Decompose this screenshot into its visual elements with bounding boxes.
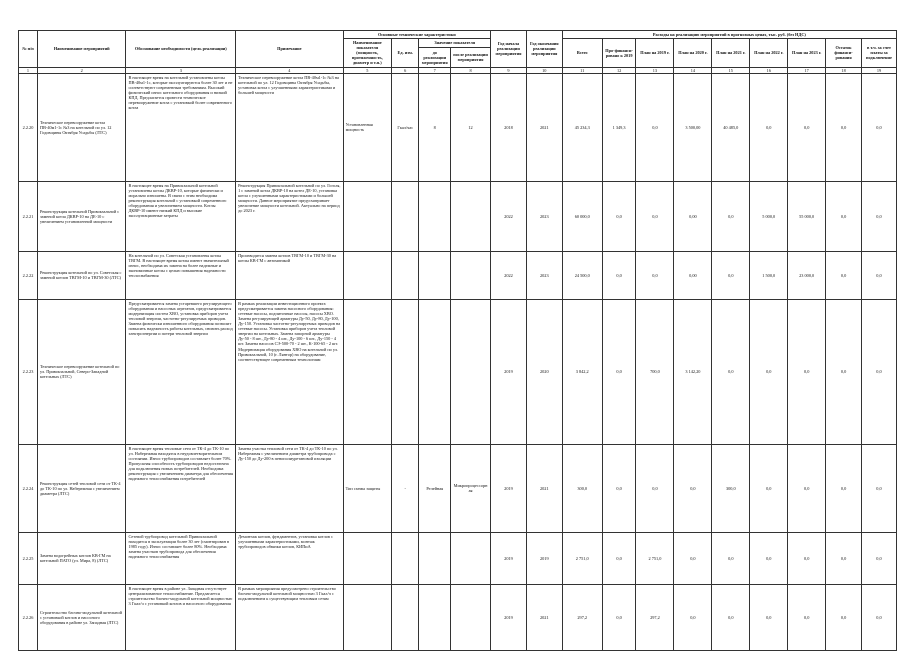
row-number-cell: 2.2.24: [19, 444, 38, 532]
unit-cell: [392, 584, 419, 650]
plan-2021-cell: 0,0: [712, 584, 750, 650]
table-row: [19, 444, 897, 532]
header-2019: План на 2019 г.: [636, 39, 674, 67]
plan-2021-cell: 0,0: [712, 532, 750, 584]
indicator-name-cell: [343, 584, 391, 650]
cost-connection-cell: 0,0: [861, 251, 896, 299]
plan-2023-cell: 0,0: [788, 532, 826, 584]
plan-2022-cell: 1 500,0: [750, 251, 788, 299]
plan-2023-cell: 55 000,0: [788, 181, 826, 251]
plan-2021-cell: 0,0: [712, 251, 750, 299]
table-row: [19, 584, 897, 650]
table-row: [19, 73, 897, 181]
cost-total-cell: 297,2: [562, 584, 602, 650]
cost-total-cell: 3 842,2: [562, 299, 602, 444]
plan-2022-cell: 0,0: [750, 299, 788, 444]
plan-2022-cell: 0,0: [750, 532, 788, 584]
indicator-name-cell: [343, 181, 391, 251]
column-number-cell: 9: [491, 67, 527, 73]
cost-connection-cell: 0,0: [861, 181, 896, 251]
cost-financed-cell: 0,0: [602, 181, 636, 251]
investment-table: [18, 30, 897, 651]
plan-2020-cell: 0,00: [674, 251, 712, 299]
justification-cell: В настоящее время на котельной установлены котлы ПВ-40м1-1с, которые эксплуатируются более 30 лет и не соответствуют современным требованиям. Высокий физический износ котельного оборудования и низкий КПД. Предлагается провести техническое перевооружение котла с установкой более современного котла: [126, 73, 236, 181]
cost-total-cell: 24 500,0: [562, 251, 602, 299]
cost-connection-cell: 0,0: [861, 532, 896, 584]
plan-2020-cell: 0,0: [674, 532, 712, 584]
row-number-cell: 2.2.20: [19, 73, 38, 181]
header-financed: Про-финанси-ровано к 2019: [602, 39, 636, 67]
table-row: [19, 532, 897, 584]
measure-name-cell: Замена водогрейных котлов КВ-ГМ на котельной ПАТО (ул. Мира, 8) (ЛТС): [37, 532, 126, 584]
start-year-cell: 2019: [491, 532, 527, 584]
header-indicator: Наименование показателя (мощность, протяженность, диаметр и т.п.): [343, 39, 391, 67]
unit-cell: Гкал/час: [392, 73, 419, 181]
unit-cell: [392, 181, 419, 251]
column-number-cell: 10: [526, 67, 562, 73]
unit-cell: [392, 532, 419, 584]
cost-rest-cell: 0,0: [826, 584, 862, 650]
indicator-name-cell: [343, 532, 391, 584]
note-cell: Замена участка тепловой сети от ТК-4 до ТК-10 по ул. Набережная с увеличением диаметра трубопровода с Ду-150 до Ду-200 в пенополиуретановой изоляции: [236, 444, 343, 532]
value-after-cell: Микропроцессорная: [451, 444, 491, 532]
header-num: № п/п: [19, 31, 38, 68]
measure-name-cell: Реконструкция сетей тепловой сети от ТК-4 до ТК-10 по ул. Набережная с увеличением диаметра (ЛТС): [37, 444, 126, 532]
plan-2020-cell: 0,0: [674, 584, 712, 650]
cost-connection-cell: 0,0: [861, 299, 896, 444]
start-year-cell: 2019: [491, 299, 527, 444]
end-year-cell: 2023: [526, 181, 562, 251]
cost-rest-cell: 0,0: [826, 532, 862, 584]
measure-name-cell: Строительство блочно-модульной котельной с установкой котлов и насосного оборудования в районе ул. Западная (ЛТС): [37, 584, 126, 650]
note-cell: Реконструкция Привокзальной котельной по ул. Гоголя, 1 с заменой котла ДКВР-10 на котел ДЕ-10, установка котла с улучшенными характеристиками и большей мощности. Данное мероприятие предусматривает увеличение мощности котельной. Актуально на период до 2023 г.: [236, 181, 343, 251]
header-unit: Ед. изм.: [392, 39, 419, 67]
row-number-cell: 2.2.23: [19, 299, 38, 444]
indicator-name-cell: Установленная мощность: [343, 73, 391, 181]
column-number-cell: 6: [392, 67, 419, 73]
cost-financed-cell: 0,0: [602, 251, 636, 299]
note-cell: Демонтаж котлов, фундаментов, установка котлов с улучшенными характеристиками, монтаж трубопроводов обвязки котлов, КИПиА: [236, 532, 343, 584]
plan-2023-cell: 23 000,0: [788, 251, 826, 299]
cost-total-cell: 60 000,0: [562, 181, 602, 251]
end-year-cell: 2019: [526, 532, 562, 584]
unit-cell: [392, 251, 419, 299]
cost-financed-cell: 0,0: [602, 299, 636, 444]
start-year-cell: 2022: [491, 251, 527, 299]
column-number-cell: 15: [712, 67, 750, 73]
cost-financed-cell: 0,0: [602, 532, 636, 584]
cost-financed-cell: 0,0: [602, 584, 636, 650]
header-note: Примечание: [236, 31, 343, 68]
cost-rest-cell: 0,0: [826, 444, 862, 532]
plan-2021-cell: 0,0: [712, 181, 750, 251]
plan-2020-cell: 0,0: [674, 444, 712, 532]
header-group-tech: Основные технические характеристики: [343, 31, 491, 39]
column-number-cell: 1: [19, 67, 38, 73]
value-before-cell: [419, 532, 451, 584]
column-number-cell: 8: [451, 67, 491, 73]
row-number-cell: 2.2.21: [19, 181, 38, 251]
cost-total-cell: 45 234,3: [562, 73, 602, 181]
value-before-cell: Релейная: [419, 444, 451, 532]
column-number-cell: 4: [236, 67, 343, 73]
plan-2020-cell: 3 142,20: [674, 299, 712, 444]
column-number-cell: 5: [343, 67, 391, 73]
column-number-cell: 3: [126, 67, 236, 73]
indicator-name-cell: [343, 251, 391, 299]
value-before-cell: [419, 181, 451, 251]
header-2023: План на 2023 г.: [788, 39, 826, 67]
cost-financed-cell: 1 349,3: [602, 73, 636, 181]
justification-cell: Предусматривается замена устаревшего регулирующего оборудования и насосных агрегатов, предусматривается модернизация систем ХВО, установка приборов учета тепловой энергии, частотно-регулируемых приводов. Замена физически изношенного оборудования позволит повысить надежность работы котельных, снизить расход электроэнергии и потери тепловой энергии: [126, 299, 236, 444]
note-cell: Техническое перевооружение котла ПВ-40м1-1с №3 на котельной по ул. 12 Годовщины Октября Усадьбы, установка котла с улучшенными характеристиками и большей мощности: [236, 73, 343, 181]
justification-cell: В настоящее время в районе ул. Западная отсутствует централизованное теплоснабжение. Предлагается строительство блочно-модульной котельной мощностью 3 Гкал/ч с установкой котлов и насосного оборудования: [126, 584, 236, 650]
cost-financed-cell: 0,0: [602, 444, 636, 532]
note-cell: В рамках реализации инвестиционного проекта предусматривается замена насосного оборудования: сетевые насосы, подпиточные насосы, насосы ХВО. Замена регулирующей арматуры Ду-50, Ду-80, Ду-100, Ду-150. Установка частотно-регулируемых приводов на сетевые насосы. Установка приборов учета тепловой энергии на котельных. Замена запорной арматуры Ду-50 - 8 шт., Ду-80 - 4 шт., Ду-100 - 6 шт., Ду-150 - 4 шт. Замена насосов СЭ-500-70 - 2 шт., К-100-65 - 2 шт. Модернизация оборудования ХВО на котельной по ул. Привокзальной, 10 (г. Лянтор) на оборудование, соответствующее современным технологиям: [236, 299, 343, 444]
value-before-cell: 8: [419, 73, 451, 181]
plan-2019-cell: 0,0: [636, 73, 674, 181]
cost-connection-cell: 0,0: [861, 73, 896, 181]
plan-2022-cell: 0,0: [750, 444, 788, 532]
unit-cell: -: [392, 444, 419, 532]
value-after-cell: [451, 251, 491, 299]
header-name: Наименование мероприятий: [37, 31, 126, 68]
column-number-cell: 13: [636, 67, 674, 73]
value-after-cell: [451, 532, 491, 584]
cost-rest-cell: 0,0: [826, 73, 862, 181]
header-end: Год окончания реализации мероприятия: [526, 31, 562, 68]
note-cell: В рамках мероприятия предусмотрено строительство блочно-модульной котельной мощностью 3 Гкал/ч с подключением к существующим тепловым сетям: [236, 584, 343, 650]
end-year-cell: 2023: [526, 251, 562, 299]
value-after-cell: [451, 181, 491, 251]
plan-2019-cell: 700,0: [636, 299, 674, 444]
header-group-values: Значение показателя: [419, 39, 491, 48]
header-2021: План на 2021 г.: [712, 39, 750, 67]
plan-2023-cell: 0,0: [788, 73, 826, 181]
column-number-cell: 18: [826, 67, 862, 73]
end-year-cell: 2020: [526, 299, 562, 444]
header-incl: в т.ч. за счет платы за подключение: [861, 39, 896, 67]
plan-2023-cell: 0,0: [788, 299, 826, 444]
start-year-cell: 2022: [491, 181, 527, 251]
column-number-cell: 2: [37, 67, 126, 73]
plan-2020-cell: 3 500,00: [674, 73, 712, 181]
header-start: Год начала реализации мероприятия: [491, 31, 527, 68]
measure-name-cell: Техническое перевооружение котельной по ул. Привокзальной, Северо-Западной котельных (ЛТС): [37, 299, 126, 444]
value-before-cell: [419, 584, 451, 650]
plan-2021-cell: 0,0: [712, 299, 750, 444]
row-number-cell: 2.2.22: [19, 251, 38, 299]
table-body: [19, 73, 897, 650]
start-year-cell: 2019: [491, 584, 527, 650]
header-2020: План на 2020 г.: [674, 39, 712, 67]
justification-cell: В настоящее время тепловые сети от ТК-4 до ТК-10 по ул. Набережная находятся в неудовлетворительном состоянии. Износ трубопроводов составляет более 70%. Пропускная способность трубопроводов недостаточна для подключения новых потребителей. Необходима реконструкция с увеличением диаметра для обеспечения надежного теплоснабжения потребителей: [126, 444, 236, 532]
plan-2022-cell: 0,0: [750, 73, 788, 181]
column-number-cell: 16: [750, 67, 788, 73]
plan-2022-cell: 0,0: [750, 584, 788, 650]
header-after: после реализации мероприятия: [451, 47, 491, 67]
header-group-costs: Расходы на реализацию мероприятий в прогнозных ценах, тыс. руб. (без НДС): [562, 31, 896, 39]
value-after-cell: [451, 584, 491, 650]
plan-2019-cell: 0,0: [636, 251, 674, 299]
plan-2021-cell: 300,0: [712, 444, 750, 532]
start-year-cell: 2019: [491, 444, 527, 532]
cost-rest-cell: 0,0: [826, 181, 862, 251]
value-after-cell: 12: [451, 73, 491, 181]
end-year-cell: 2021: [526, 73, 562, 181]
column-number-cell: 17: [788, 67, 826, 73]
plan-2019-cell: 0,0: [636, 181, 674, 251]
plan-2023-cell: 0,0: [788, 444, 826, 532]
row-number-cell: 2.2.26: [19, 584, 38, 650]
plan-2023-cell: 0,0: [788, 584, 826, 650]
measure-name-cell: Техническое перевооружение котла ПВ-40м1-1с №3 на котельной по ул. 12 Годовщины Октября Усадьбы (ЛТС): [37, 73, 126, 181]
table-row: [19, 181, 897, 251]
value-before-cell: [419, 299, 451, 444]
cost-total-cell: 300,0: [562, 444, 602, 532]
plan-2021-cell: 40 485,0: [712, 73, 750, 181]
column-number-cell: 12: [602, 67, 636, 73]
cost-rest-cell: 0,0: [826, 299, 862, 444]
indicator-name-cell: Тип схемы защиты: [343, 444, 391, 532]
table-row: [19, 251, 897, 299]
plan-2019-cell: 297,2: [636, 584, 674, 650]
cost-connection-cell: 0,0: [861, 444, 896, 532]
justification-cell: На котельной по ул. Советская установлены котлы ТВГМ. В настоящее время котлы имеют значительный износ, необходима их замена на более надежные и экономичные котлы с целью повышения надежности теплоснабжения: [126, 251, 236, 299]
plan-2020-cell: 0,00: [674, 181, 712, 251]
value-after-cell: [451, 299, 491, 444]
note-cell: Производится замена котлов ТВГМ-10 и ТВГМ-30 на котлы КВ-ГМ с автоматикой: [236, 251, 343, 299]
plan-2019-cell: 2 751,0: [636, 532, 674, 584]
measure-name-cell: Реконструкция котельной по ул. Советская с заменой котлов ТВГМ-10 и ТВГМ-30 (ЛТС): [37, 251, 126, 299]
column-number-cell: 11: [562, 67, 602, 73]
column-number-cell: 19: [861, 67, 896, 73]
header-total: Всего: [562, 39, 602, 67]
row-number-cell: 2.2.25: [19, 532, 38, 584]
column-number-cell: 14: [674, 67, 712, 73]
cost-connection-cell: 0,0: [861, 584, 896, 650]
table-row: [19, 299, 897, 444]
header-need: Обоснование необходимости (цель реализации): [126, 31, 236, 68]
justification-cell: В настоящее время на Привокзальной котельной установлены котлы ДКВР-10, которые физически и морально изношены. В связи с этим необходима реконструкция котельной с установкой современного оборудования и увеличением мощности. Котлы ДКВР-10 имеют низкий КПД и высокие эксплуатационные затраты: [126, 181, 236, 251]
header-before: до реализации мероприятия: [419, 47, 451, 67]
end-year-cell: 2021: [526, 444, 562, 532]
measure-name-cell: Реконструкция котельной Привокзальной с заменой котла ДКВР-10 на ДЕ-10 с увеличением установленной мощности: [37, 181, 126, 251]
value-before-cell: [419, 251, 451, 299]
header-rest: Остаток финанси-рования: [826, 39, 862, 67]
end-year-cell: 2021: [526, 584, 562, 650]
cost-total-cell: 2 751,0: [562, 532, 602, 584]
plan-2022-cell: 5 000,0: [750, 181, 788, 251]
header-2022: План на 2022 г.: [750, 39, 788, 67]
column-number-cell: 7: [419, 67, 451, 73]
justification-cell: Сетевой трубопровод котельной Привокзальной находится в эксплуатации более 30 лет (смонтирован в 1985 году). Износ составляет более 80%. Необходима замена участков трубопровода для обеспечения надежного теплоснабжения: [126, 532, 236, 584]
unit-cell: [392, 299, 419, 444]
cost-rest-cell: 0,0: [826, 251, 862, 299]
start-year-cell: 2018: [491, 73, 527, 181]
indicator-name-cell: [343, 299, 391, 444]
plan-2019-cell: 0,0: [636, 444, 674, 532]
